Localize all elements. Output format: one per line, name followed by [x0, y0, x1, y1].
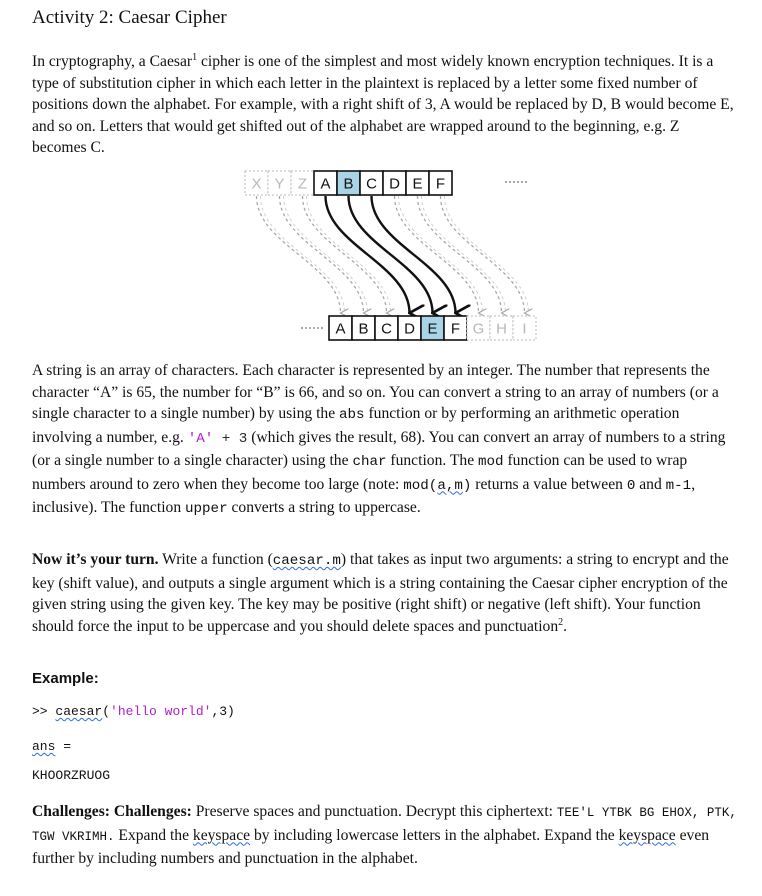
top-cell-z	[291, 171, 314, 195]
svg-text:I: I	[522, 320, 527, 338]
svg-text:D: D	[404, 320, 415, 338]
shift-arrow-shadow-e	[422, 196, 506, 313]
footnote-ref-2: 2	[558, 616, 564, 628]
code-mod: mod	[478, 454, 504, 470]
ans-label: ans	[32, 739, 56, 754]
turn-heading: Now it’s your turn.	[32, 551, 159, 568]
example-label: Example:	[32, 670, 99, 687]
string-text-1: A string is an array of characters. Each character is represented by an integer. The number that represents the character “A” is 65, the number for “B” is 66, and so on. You can convert a string to an array of numbers (or a single character to a single number) by using the	[32, 362, 719, 422]
shift-arrow-c-to-f	[372, 196, 456, 313]
bottom-cell-b	[352, 316, 375, 340]
command-prompt: >>	[32, 704, 56, 719]
example-ans	[32, 739, 71, 754]
ans-equals: =	[55, 739, 72, 754]
svg-text:B: B	[358, 320, 369, 338]
shift-arrow-e-to-h	[418, 196, 502, 313]
shift-arrows	[257, 196, 529, 313]
turn-text-2: ) that takes as input two arguments: a string to encrypt and the key (shift value), and outputs a single argument which is a string containing the Caesar cipher encryption of the given string using the given key. The key may be positive (right shift) or negative (left shift). Your function should force the input to be uppercase and you should delete spaces and punctuation	[32, 551, 729, 635]
svg-text:D: D	[389, 175, 400, 193]
svg-text:B: B	[343, 175, 354, 193]
turn-paragraph	[32, 549, 737, 637]
keyspace-term-2: keyspace	[618, 826, 676, 844]
challenges-text-4: even further by including numbers and punctuation in the alphabet.	[32, 826, 710, 867]
code-function-name: caesar.m	[272, 553, 341, 569]
svg-text:Z: Z	[297, 175, 308, 193]
challenges-text-3: by including lowercase letters in the alphabet. Expand the	[250, 826, 619, 844]
top-cell-e	[406, 171, 429, 195]
svg-text:A: A	[320, 175, 331, 193]
top-cell-c	[360, 171, 383, 195]
footnote-ref-1: 1	[192, 51, 198, 63]
code-abs: abs	[339, 407, 365, 423]
top-cell-f	[429, 171, 452, 195]
page-title: Activity 2: Caesar Cipher	[32, 7, 227, 28]
shift-arrow-b-to-e	[349, 196, 433, 313]
turn-text-3: .	[563, 617, 568, 635]
svg-text:Y: Y	[274, 175, 285, 193]
challenges-heading: Challenges: Challenges:	[32, 803, 192, 820]
top-cell-d	[383, 171, 406, 195]
string-text-8: , inclusive). The function	[32, 475, 696, 516]
code-zero: 0	[626, 477, 636, 494]
bottom-cell-i	[513, 316, 536, 340]
shift-arrow-shadow-d	[399, 196, 483, 313]
top-cell-x	[245, 171, 268, 195]
shift-arrow-shadow-x	[261, 196, 345, 313]
keyspace-term-1: keyspace	[192, 826, 251, 844]
bottom-cell-c	[375, 316, 398, 340]
bottom-cell-d	[398, 316, 421, 340]
example-paren: (	[102, 704, 111, 719]
svg-text:F: F	[435, 175, 446, 193]
example-command	[32, 704, 235, 719]
svg-text:C: C	[381, 320, 392, 338]
svg-text:H: H	[496, 320, 507, 338]
bottom-cell-h	[490, 316, 513, 340]
shift-arrow-shadow-f	[445, 196, 529, 313]
svg-text:C: C	[366, 175, 377, 193]
shift-arrow-f-to-i	[441, 196, 525, 313]
example-output: KHOORZRUOG	[32, 768, 111, 783]
code-mod-call-close: )	[462, 477, 472, 494]
bottom-cell-g	[467, 316, 490, 340]
string-text-7: and	[635, 475, 666, 493]
intro-paragraph	[32, 51, 737, 159]
bottom-cell-e	[421, 316, 444, 340]
example-key-arg: ,3)	[211, 704, 235, 719]
svg-text:A: A	[335, 320, 346, 338]
bottom-cell-a	[329, 316, 352, 340]
example-string-arg: 'hello world'	[110, 704, 212, 719]
svg-text:G: G	[472, 320, 485, 338]
code-char-a: 'A'	[187, 430, 214, 447]
intro-text-1: In cryptography, a Caesar	[32, 53, 193, 70]
shift-arrow-d-to-g	[395, 196, 479, 313]
code-m-minus-one: m-1	[665, 477, 692, 494]
string-text-5: function can be used to wrap numbers around to zero when they become too large (note:	[32, 452, 688, 493]
svg-text:F: F	[450, 320, 461, 338]
ciphertext-alphabet-row	[329, 316, 536, 340]
code-plus-three: + 3	[213, 430, 248, 447]
code-char: char	[352, 454, 387, 470]
plaintext-alphabet-row	[245, 171, 452, 195]
shift-arrow-z-to-c	[303, 196, 387, 313]
challenges-text-2: Expand the	[114, 826, 193, 844]
challenges-text-1: Preserve spaces and punctuation. Decrypt this ciphertext:	[191, 803, 557, 820]
bottom-cell-f	[444, 316, 467, 340]
shift-arrow-shadow-y	[284, 196, 368, 313]
svg-text:X: X	[251, 175, 262, 193]
intro-text-2: cipher is one of the simplest and most widely known encryption techniques. It is a type of substitution cipher in which each letter in the plaintext is replaced by a letter some fixed number of positions down the alphabet. For example, with a right shift of 3, A would be replaced by D, B would become E, and so on. Letters that would get shifted out of the alphabet are wrapped around to the beginning, e.g. Z becomes C.	[32, 53, 734, 156]
example-function: caesar	[55, 704, 103, 719]
string-text-9: converts a string to uppercase.	[227, 499, 421, 516]
code-mod-args: a,m	[437, 477, 463, 494]
caesar-shift-diagram	[244, 170, 584, 346]
shift-arrow-shadow-z	[307, 196, 391, 313]
string-text-4: function. The	[386, 452, 479, 469]
svg-text:E: E	[427, 320, 438, 338]
turn-text-1: Write a function (	[158, 551, 273, 568]
code-upper: upper	[185, 501, 228, 517]
string-text-2: function or by performing an arithmetic operation involving a number, e.g.	[32, 405, 680, 446]
shift-arrow-x-to-a	[257, 196, 341, 313]
top-cell-a	[314, 171, 337, 195]
shift-arrow-y-to-b	[280, 196, 364, 313]
shift-arrow-a-to-d	[326, 196, 410, 313]
string-text-6: returns a value between	[471, 475, 627, 493]
top-cell-y	[268, 171, 291, 195]
top-cell-b	[337, 171, 360, 195]
challenges-paragraph	[32, 801, 737, 870]
code-mod-call-open: mod(	[403, 477, 438, 494]
string-paragraph	[32, 360, 737, 521]
ciphertext: TEE'L YTBK BG EHOX, PTK, TGW VKRIMH.	[32, 806, 737, 844]
string-text-3: (which gives the result, 68). You can convert an array of numbers to a string (or a single number to a single character) using the	[32, 428, 726, 469]
svg-text:E: E	[412, 175, 423, 193]
